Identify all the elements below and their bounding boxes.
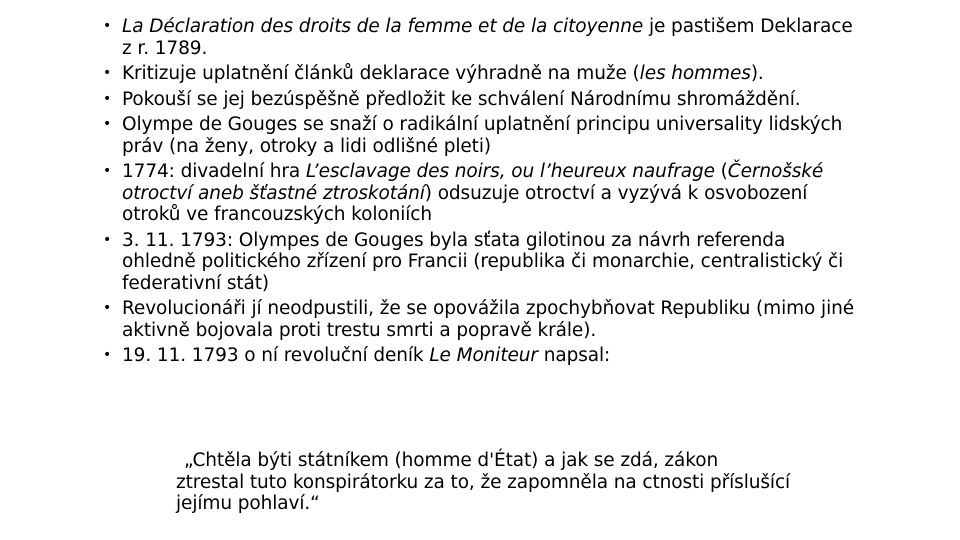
quote-line-1: „Chtěla býti státníkem (homme d'État) a jak se zdá, zákon <box>184 450 719 471</box>
bullet-text: Revolucionáři jí neodpustili, že se opovážila zpochybňovat Republiku (mimo jiné aktivně bojovala proti trestu smrti a popravě krále). <box>122 298 855 341</box>
quote-block <box>176 450 816 515</box>
bullet-text: ( <box>714 161 728 182</box>
bullet-text: ) odsuzuje otroctví a vyzývá k osvobození otroků ve francouzských koloniích <box>122 182 808 225</box>
bullet-item <box>100 230 860 295</box>
bullet-text: Olympe de Gouges se snaží o radikální uplatnění principu universality lidských práv (na ženy, otroky a lidi odlišné pleti) <box>122 114 843 157</box>
bullet-text: 19. 11. 1793 o ní revoluční deník <box>122 345 430 366</box>
bullet-text-italic: L’esclavage des noirs, ou l’heureux naufrage <box>305 161 715 182</box>
bullet-item <box>100 345 860 367</box>
bullet-text-italic: La Déclaration des droits de la femme et de la citoyenne <box>122 16 644 37</box>
bullet-item <box>100 114 860 157</box>
bullet-text-italic: Le Moniteur <box>429 345 538 366</box>
bullet-text-italic: Černošské otroctví aneb šťastné ztroskotání <box>122 161 824 204</box>
bullet-item <box>100 16 860 59</box>
bullet-dot-icon: • <box>103 116 112 132</box>
bullet-text: 3. 11. 1793: Olympes de Gouges byla sťata gilotinou za návrh referenda ohledně politického zřízení pro Francii (republika či monarchie, centralistický či federativní stát) <box>122 229 844 294</box>
bullet-text: napsal: <box>537 345 611 366</box>
bullet-text: ). <box>750 63 764 84</box>
bullet-item <box>100 63 860 85</box>
bullet-list <box>100 16 860 371</box>
bullet-dot-icon: • <box>103 163 112 179</box>
bullet-dot-icon: • <box>103 347 112 363</box>
bullet-text: je pastišem Deklarace z r. 1789. <box>122 16 853 59</box>
bullet-text: Pokouší se jej bezúspěšně předložit ke schválení Národnímu shromáždění. <box>122 88 801 110</box>
bullet-text: Kritizuje uplatnění článků deklarace výhradně na muže ( <box>122 63 640 84</box>
quote-line-rest: ztrestal tuto konspirátorku za to, že zapomněla na ctnosti příslušící jejímu pohlaví.“ <box>176 471 791 514</box>
bullet-item <box>100 89 860 111</box>
bullet-dot-icon: • <box>103 18 112 34</box>
bullet-dot-icon: • <box>103 300 112 316</box>
bullet-text: 1774: divadelní hra <box>122 161 306 182</box>
bullet-text-italic: les hommes <box>639 63 751 84</box>
bullet-dot-icon: • <box>103 65 112 81</box>
bullet-dot-icon: • <box>103 90 112 107</box>
bullet-item <box>100 298 860 341</box>
bullet-dot-icon: • <box>103 231 112 248</box>
bullet-item <box>100 161 860 226</box>
